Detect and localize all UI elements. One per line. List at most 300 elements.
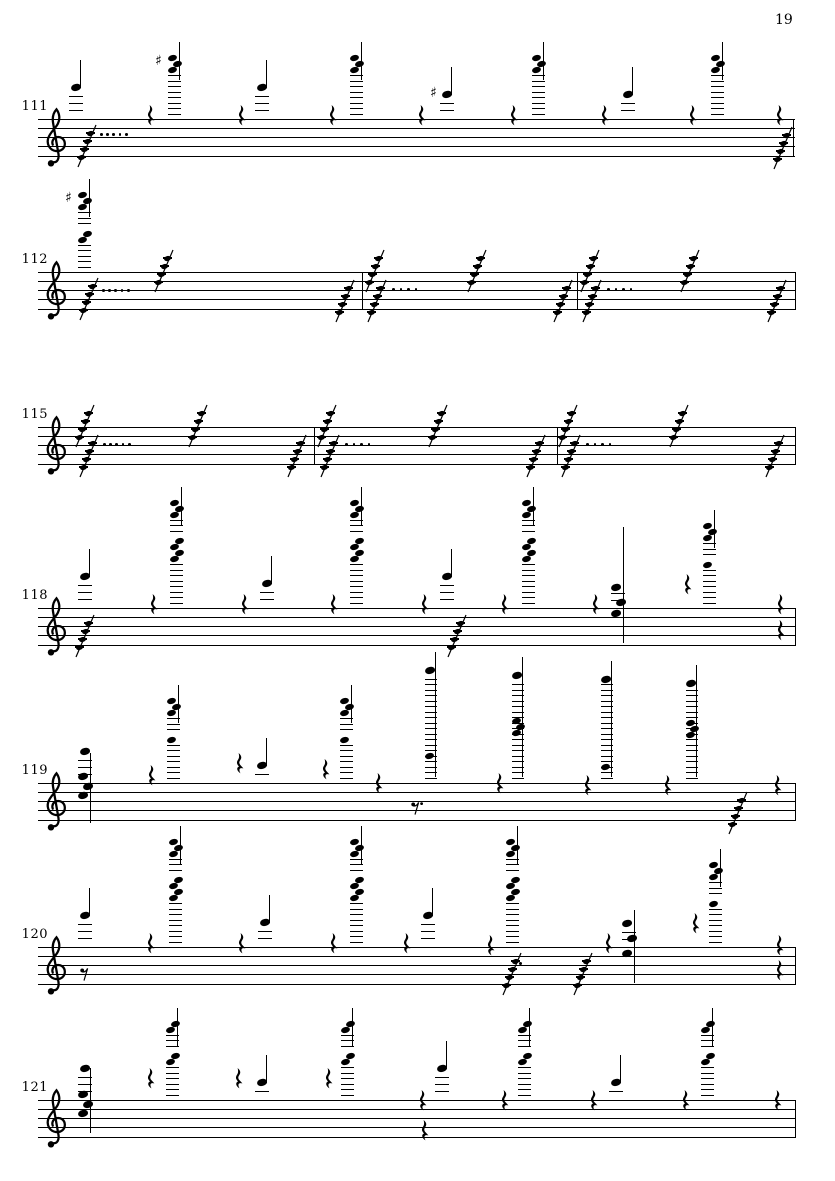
quarter-rest: [510, 105, 520, 126]
ledger-line: [518, 1073, 531, 1074]
ledger-line: [350, 931, 363, 932]
quarter-rest: [150, 594, 160, 615]
note-stem: [269, 895, 270, 923]
notehead: [424, 752, 434, 760]
ledger-line: [170, 592, 183, 593]
ledger-line: [340, 778, 353, 779]
note-stem: [266, 1055, 267, 1083]
ledger-line: [522, 581, 535, 582]
ledger-line: [170, 575, 183, 576]
measure-number: 112: [21, 252, 48, 267]
ledger-line: [169, 870, 182, 871]
notehead: [170, 1020, 180, 1028]
augmentation-dot: [345, 443, 348, 446]
staff-line: [38, 965, 795, 966]
barline: [793, 119, 794, 158]
augmentation-dot: [112, 133, 115, 136]
grace-slash: [153, 250, 175, 294]
measure-number: 115: [21, 407, 48, 422]
note-stem: [180, 826, 181, 864]
notehead: [708, 900, 718, 908]
sharp-accidental: ♯: [65, 190, 72, 206]
note-stem: [623, 527, 624, 643]
ledger-line: [78, 250, 91, 251]
ledger-line: [167, 750, 180, 751]
ledger-line: [340, 750, 353, 751]
grace-slash: [560, 435, 582, 479]
ledger-line: [709, 888, 722, 889]
ledger-line: [711, 108, 724, 109]
ledger-line: [522, 575, 535, 576]
ledger-line: [440, 103, 454, 104]
notehead: [83, 782, 94, 791]
ledger-line: [258, 931, 272, 932]
ledger-line: [701, 1084, 714, 1085]
ledger-line: [703, 575, 716, 576]
ledger-line: [621, 110, 635, 111]
quarter-rest: [501, 594, 511, 615]
augmentation-dot: [108, 289, 111, 292]
ledger-line: [518, 1095, 531, 1096]
ledger-line: [518, 1067, 531, 1068]
ledger-line: [512, 778, 524, 779]
ledger-line: [350, 103, 363, 104]
note-stem: [181, 487, 182, 525]
grace-slash: [572, 953, 594, 997]
ledger-line: [255, 1091, 269, 1092]
ledger-line: [703, 549, 716, 550]
ledger-line: [69, 103, 83, 104]
treble-clef-icon: [42, 105, 67, 168]
measure-number: 121: [21, 1080, 48, 1095]
ledger-line: [350, 936, 363, 937]
barline: [795, 783, 796, 822]
ledger-line: [703, 570, 716, 571]
ledger-line: [506, 920, 519, 921]
ledger-line: [340, 756, 353, 757]
ledger-line: [169, 931, 182, 932]
ledger-line: [522, 603, 535, 604]
grace-slash: [334, 280, 356, 324]
ledger-line: [170, 597, 183, 598]
ledger-line: [78, 223, 91, 224]
note-stem: [352, 1008, 353, 1046]
note-stem: [529, 1008, 530, 1046]
augmentation-dot: [586, 443, 589, 446]
quarter-rest: [777, 620, 787, 641]
quarter-rest: [235, 1068, 245, 1089]
ledger-line: [340, 745, 353, 746]
notehead: [354, 876, 364, 884]
notehead: [425, 666, 436, 675]
note-stem: [89, 888, 90, 916]
ledger-line: [168, 103, 181, 104]
ledger-line: [709, 914, 722, 915]
ledger-line: [341, 1046, 354, 1047]
augmentation-dot: [615, 288, 618, 291]
notehead: [170, 1052, 180, 1060]
staff-line: [38, 128, 795, 129]
ledger-line: [340, 729, 353, 730]
notehead: [713, 867, 723, 875]
ledger-line: [170, 586, 183, 587]
ledger-line: [701, 1067, 714, 1068]
ledger-line: [711, 114, 724, 115]
ledger-line: [532, 114, 545, 115]
ledger-line: [522, 564, 535, 565]
note-stem: [634, 910, 635, 983]
ledger-line: [701, 1089, 714, 1090]
ledger-line: [169, 864, 182, 865]
ledger-line: [506, 925, 519, 926]
notehead: [82, 197, 92, 205]
ledger-line: [518, 1084, 531, 1085]
staff-line: [38, 984, 795, 985]
notehead: [512, 671, 523, 680]
quarter-rest: [584, 775, 594, 796]
notehead: [616, 598, 627, 607]
ledger-line: [532, 92, 545, 93]
ledger-line: [167, 729, 180, 730]
ledger-line: [166, 1067, 179, 1068]
note-stem: [522, 657, 523, 777]
notehead: [174, 537, 184, 545]
note-stem: [620, 1055, 621, 1083]
note-stem: [178, 685, 179, 723]
notehead: [82, 230, 92, 238]
ledger-line: [522, 597, 535, 598]
notehead: [526, 537, 536, 545]
ledger-line: [532, 103, 545, 104]
ledger-line: [170, 564, 183, 565]
ledger-line: [340, 772, 353, 773]
ledger-line: [425, 778, 437, 779]
ledger-line: [350, 870, 363, 871]
staff-line: [38, 299, 795, 300]
ledger-line: [69, 110, 83, 111]
ledger-line: [350, 597, 363, 598]
ledger-line: [701, 1073, 714, 1074]
ledger-line: [341, 1078, 354, 1079]
quarter-rest: [487, 935, 497, 956]
ledger-line: [350, 864, 363, 865]
quarter-rest: [421, 594, 431, 615]
notehead: [707, 528, 717, 536]
ledger-line: [168, 114, 181, 115]
sharp-accidental: ♯: [155, 53, 162, 69]
notehead: [174, 549, 184, 557]
staff-line: [38, 1137, 795, 1138]
ledger-line: [169, 909, 182, 910]
quarter-rest: [605, 933, 615, 954]
quarter-rest: [682, 1090, 692, 1111]
ledger-line: [78, 585, 92, 586]
ledger-line: [709, 942, 722, 943]
augmentation-dot: [360, 443, 363, 446]
ledger-line: [78, 924, 92, 925]
ledger-line: [260, 592, 274, 593]
augmentation-dot: [609, 443, 612, 446]
ledger-line: [341, 1073, 354, 1074]
ledger-line: [350, 909, 363, 910]
quarter-rest: [418, 105, 428, 126]
note-stem: [351, 685, 352, 723]
notehead: [702, 561, 712, 569]
ledger-line: [255, 774, 269, 775]
augmentation-dot: [109, 443, 112, 446]
ledger-line: [518, 1046, 531, 1047]
ledger-line: [609, 1091, 623, 1092]
note-stem: [266, 60, 267, 88]
quarter-rest: [241, 594, 251, 615]
notehead: [171, 703, 181, 711]
ledger-line: [701, 1095, 714, 1096]
ledger-line: [340, 761, 353, 762]
staff-line: [38, 626, 795, 627]
grace-slash: [581, 280, 603, 324]
ledger-line: [167, 756, 180, 757]
ledger-line: [350, 575, 363, 576]
quarter-rest: [421, 1120, 431, 1141]
ledger-line: [167, 778, 180, 779]
note-stem: [722, 42, 723, 80]
ledger-line: [167, 767, 180, 768]
grace-slash: [319, 435, 341, 479]
grace-slash: [78, 278, 100, 322]
quarter-rest: [592, 594, 602, 615]
notehead: [339, 736, 349, 744]
note-stem: [89, 549, 90, 577]
quarter-rest: [325, 1068, 335, 1089]
ledger-line: [506, 914, 519, 915]
grace-slash: [427, 405, 449, 449]
ledger-line: [601, 778, 613, 779]
note-stem: [177, 1008, 178, 1046]
ledger-line: [169, 942, 182, 943]
ledger-line: [532, 97, 545, 98]
ledger-line: [350, 97, 363, 98]
notehead: [611, 583, 622, 592]
augmentation-dot: [115, 443, 118, 446]
ledger-line: [506, 870, 519, 871]
augmentation-dot: [119, 133, 122, 136]
ledger-line: [166, 1084, 179, 1085]
augmentation-dot: [415, 288, 418, 291]
treble-clef-icon: [42, 1086, 67, 1149]
staff-line: [38, 1118, 795, 1119]
ledger-line: [522, 525, 535, 526]
notehead: [354, 60, 364, 68]
quarter-rest: [496, 773, 506, 794]
ledger-line: [701, 1046, 714, 1047]
notehead: [510, 888, 520, 896]
ledger-line: [78, 245, 91, 246]
ledger-line: [170, 525, 183, 526]
ledger-line: [170, 531, 183, 532]
note-stem: [517, 826, 518, 864]
quarter-rest: [147, 1068, 157, 1089]
note-stem: [80, 60, 81, 88]
ledger-line: [350, 570, 363, 571]
ledger-line: [703, 581, 716, 582]
note-stem: [543, 42, 544, 80]
notehead: [78, 791, 89, 800]
augmentation-dot: [106, 133, 109, 136]
staff-line: [38, 146, 795, 147]
quarter-rest: [774, 1090, 784, 1111]
notehead: [354, 549, 364, 557]
grace-slash: [552, 280, 574, 324]
quarter-rest: [692, 913, 702, 934]
ledger-line: [167, 724, 180, 725]
ledger-line: [350, 914, 363, 915]
quarter-rest: [601, 105, 611, 126]
augmentation-dot: [622, 288, 625, 291]
ledger-line: [435, 1091, 449, 1092]
grace-slash: [766, 280, 788, 324]
augmentation-dot: [121, 289, 124, 292]
notehead: [515, 723, 525, 731]
ledger-line: [350, 92, 363, 93]
ledger-line: [169, 925, 182, 926]
note-stem: [89, 179, 90, 217]
quarter-rest: [329, 105, 339, 126]
augmentation-dot: [519, 962, 522, 965]
ledger-line: [169, 936, 182, 937]
grace-slash: [286, 435, 308, 479]
page-number: 19: [775, 12, 793, 28]
ledger-line: [711, 92, 724, 93]
ledger-line: [350, 942, 363, 943]
ledger-line: [518, 1089, 531, 1090]
note-stem: [446, 1041, 447, 1069]
notehead: [354, 537, 364, 545]
grace-slash: [727, 792, 749, 836]
grace-slash: [366, 280, 388, 324]
ledger-line: [167, 761, 180, 762]
ledger-line: [255, 103, 269, 104]
quarter-rest: [777, 594, 787, 615]
ledger-line: [506, 931, 519, 932]
ledger-line: [350, 525, 363, 526]
augmentation-dot: [100, 133, 103, 136]
augmentation-dot: [607, 288, 610, 291]
ledger-line: [701, 1078, 714, 1079]
augmentation-dot: [127, 289, 130, 292]
barline: [795, 1100, 796, 1139]
notehead: [715, 60, 725, 68]
ledger-line: [341, 1067, 354, 1068]
ledger-line: [78, 592, 92, 593]
ledger-line: [255, 110, 269, 111]
ledger-line: [78, 267, 91, 268]
ledger-line: [350, 903, 363, 904]
ledger-line: [350, 531, 363, 532]
ledger-line: [506, 864, 519, 865]
quarter-rest: [238, 105, 248, 126]
staff-line: [38, 645, 795, 646]
notehead: [78, 1090, 89, 1099]
grace-slash: [78, 435, 100, 479]
ledger-line: [258, 938, 272, 939]
ledger-line: [709, 936, 722, 937]
notehead: [705, 1020, 715, 1028]
treble-clef-icon: [42, 413, 67, 476]
staff-line: [38, 1127, 795, 1128]
ledger-line: [168, 92, 181, 93]
ledger-line: [350, 108, 363, 109]
quarter-rest: [330, 594, 340, 615]
notehead: [83, 1100, 94, 1109]
augmentation-dot: [353, 443, 356, 446]
notehead: [172, 60, 182, 68]
note-stem: [435, 652, 436, 777]
augmentation-dot: [103, 443, 106, 446]
ledger-line: [711, 97, 724, 98]
quarter-rest: [330, 933, 340, 954]
ledger-line: [167, 745, 180, 746]
measure-number: 118: [21, 588, 48, 603]
ledger-line: [341, 1084, 354, 1085]
quarter-rest: [776, 105, 786, 126]
ledger-line: [440, 592, 454, 593]
staff-line: [38, 156, 795, 157]
quarter-rest: [664, 775, 674, 796]
augmentation-dot: [114, 289, 117, 292]
note-stem: [632, 67, 633, 95]
grace-slash: [764, 435, 786, 479]
augmentation-dot: [128, 443, 131, 446]
notehead: [345, 1020, 355, 1028]
quarter-rest: [689, 105, 699, 126]
ledger-line: [341, 1089, 354, 1090]
ledger-line: [709, 893, 722, 894]
ledger-line: [522, 531, 535, 532]
notehead: [166, 736, 176, 744]
ledger-line: [169, 903, 182, 904]
ledger-line: [78, 931, 92, 932]
note-stem: [533, 487, 534, 525]
ledger-line: [350, 603, 363, 604]
notehead: [526, 549, 536, 557]
notehead: [354, 888, 364, 896]
barline: [795, 608, 796, 647]
quarter-rest: [590, 1090, 600, 1111]
note-stem: [90, 1068, 91, 1133]
ledger-line: [435, 1077, 449, 1078]
ledger-line: [166, 1078, 179, 1079]
ledger-line: [350, 586, 363, 587]
eighth-rest: [411, 801, 423, 815]
treble-clef-icon: [42, 258, 67, 321]
ledger-line: [260, 599, 274, 600]
notehead: [78, 772, 89, 781]
augmentation-dot: [407, 288, 410, 291]
eighth-rest: [80, 967, 92, 981]
quarter-rest: [236, 753, 246, 774]
ledger-line: [170, 570, 183, 571]
note-stem: [90, 753, 91, 823]
ledger-line: [78, 938, 92, 939]
ledger-line: [350, 592, 363, 593]
notehead: [510, 876, 520, 884]
ledger-line: [711, 103, 724, 104]
barline: [795, 427, 796, 466]
grace-slash: [679, 250, 701, 294]
ledger-line: [522, 586, 535, 587]
ledger-line: [169, 920, 182, 921]
notehead: [344, 703, 354, 711]
